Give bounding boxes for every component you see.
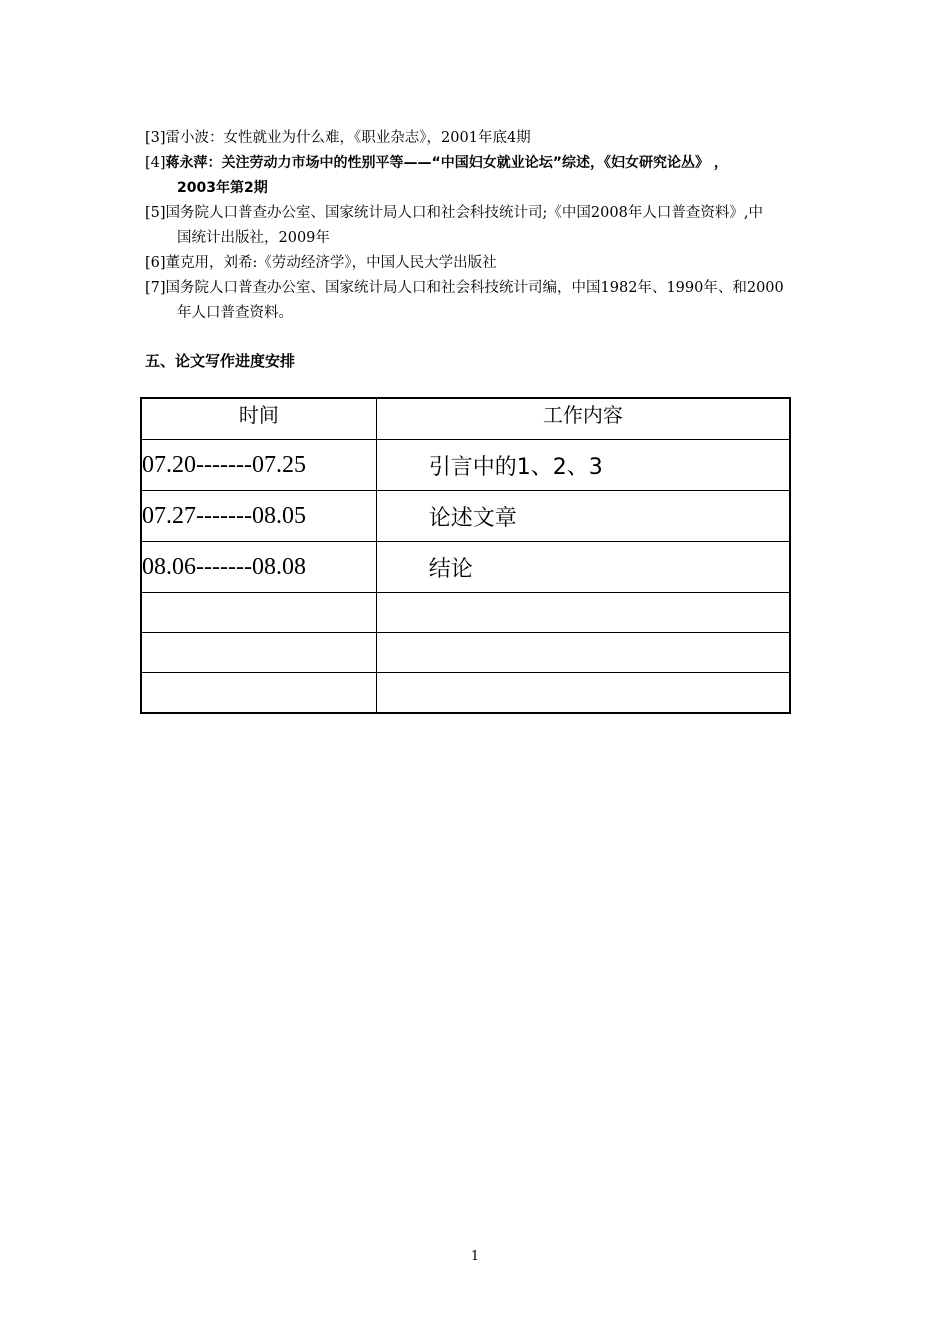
time-cell: 07.20-------07.25 <box>141 440 376 491</box>
reference-item-4 <box>145 151 865 176</box>
reference-number: [3] <box>145 130 166 146</box>
reference-text-continued: 年人口普查资料。 <box>177 305 293 321</box>
column-header-work: 工作内容 <box>376 398 790 440</box>
time-cell <box>141 673 376 714</box>
page-number: 1 <box>470 1249 480 1264</box>
work-cell <box>376 673 790 714</box>
reference-text: 国务院人口普查办公室、国家统计局人口和社会科技统计司编，中国1982年、1990年、和2000 <box>165 280 784 296</box>
time-cell <box>141 633 376 673</box>
section-title: 五、论文写作进度安排 <box>145 352 296 370</box>
reference-text: 董克用，刘希:《劳动经济学》，中国人民大学出版社 <box>165 255 497 271</box>
reference-list <box>145 126 865 326</box>
reference-number: [6] <box>145 255 166 271</box>
reference-text-continued: 国统计出版社，2009年 <box>177 230 330 246</box>
reference-item-5 <box>145 201 865 226</box>
work-cell: 引言中的1、2、3 <box>376 440 790 491</box>
reference-item-7 <box>145 276 865 301</box>
reference-item-3 <box>145 126 865 151</box>
reference-number: [7] <box>145 280 166 296</box>
time-cell: 07.27-------08.05 <box>141 491 376 542</box>
reference-text-continued: 2003年第2期 <box>177 180 268 196</box>
table-header-row <box>141 398 790 440</box>
schedule-table <box>140 397 791 714</box>
reference-number: [5] <box>145 205 166 221</box>
table-row <box>141 440 790 491</box>
time-cell: 08.06-------08.08 <box>141 542 376 593</box>
reference-text: 国务院人口普查办公室、国家统计局人口和社会科技统计司;《中国2008年人口普查资料》,中 <box>165 205 763 221</box>
work-cell <box>376 633 790 673</box>
table-row-empty <box>141 593 790 633</box>
work-cell <box>376 593 790 633</box>
reference-number: [4] <box>145 155 166 171</box>
column-header-time: 时间 <box>141 398 376 440</box>
table-row-empty <box>141 633 790 673</box>
table-row <box>141 542 790 593</box>
reference-text: 雷小波：女性就业为什么难，《职业杂志》，2001年底4期 <box>165 130 531 146</box>
reference-text: 蒋永萍：关注劳动力市场中的性别平等——“中国妇女就业论坛”综述，《妇女研究论丛》 ， <box>165 155 728 171</box>
time-cell <box>141 593 376 633</box>
table-row <box>141 491 790 542</box>
table-row-empty <box>141 673 790 714</box>
work-cell: 结论 <box>376 542 790 593</box>
work-cell: 论述文章 <box>376 491 790 542</box>
reference-item-6 <box>145 251 865 276</box>
